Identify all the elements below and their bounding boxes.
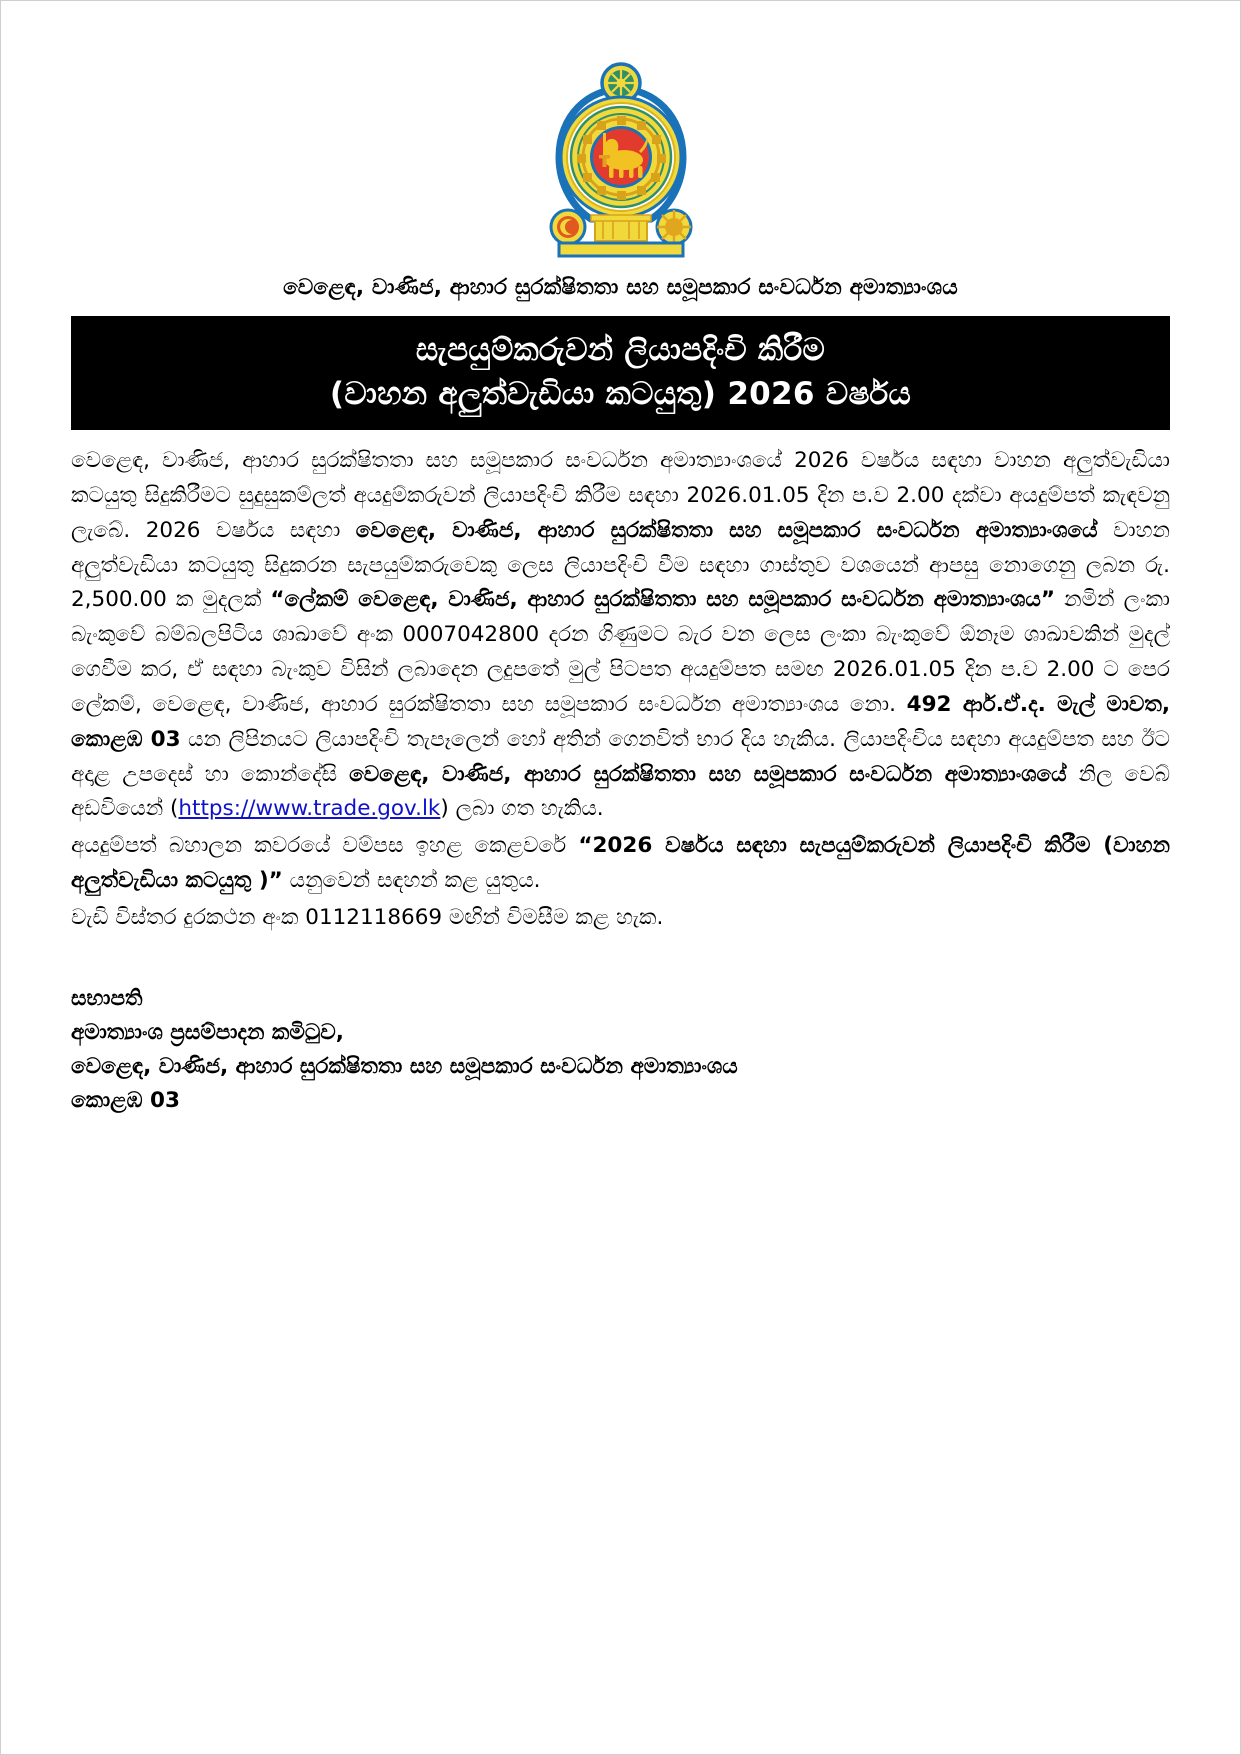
paragraph-contact xyxy=(71,901,1170,936)
para1-text-b: දින ප.ව 2.00 දක්වා අයදුම්පත් කැඳවනු ලැබේ. 2026 වර්ෂය සඳහා xyxy=(71,482,1170,543)
para1-text-a: වෙළෙඳ, වාණිජ, ආහාර සුරක්ෂිතතා සහ සමූපකාර සංවර්ධන අමාත්‍යාංශයේ 2026 වර්ෂය සඳහා වාහන අලුත්වැඩියා කටයුතු සිදුකිරීමට සුදුසුකම්ලත් අයදුම්කරුවන් ලියාපදිංචි කිරීම සඳහා xyxy=(71,448,1170,508)
para3-text-a: වැඩි විස්තර දුරකථන අංක xyxy=(71,904,306,930)
paragraph-envelope xyxy=(71,829,1170,899)
signatory-ministry: වෙළෙඳ, වාණිජ, ආහාර සුරක්ෂිතතා සහ සමූපකාර සංවර්ධන අමාත්‍යාංශය xyxy=(71,1053,738,1079)
para1-text-c: වාහන අලුත්වැඩියා කටයුතු සිදුකරන සැපයුම්කරුවෙකු ලෙස ලියාපදිංචි වීම සඳහා ගාස්තුව වශයෙන් ආපසු නොගෙනු ලබන රු. xyxy=(71,517,1170,578)
signatory-title: සභාපති xyxy=(71,985,143,1011)
ministry-name-bold-2: වෙළෙඳ, වාණිජ, ආහාර සුරක්ෂිතතා සහ සමූපකාර සංවර්ධන අමාත්‍යාංශයේ xyxy=(349,761,1067,787)
paragraph-main xyxy=(71,444,1170,827)
closing-date-1: 2026.01.05 xyxy=(686,482,810,508)
ministry-name-bold-1: වෙළෙඳ, වාණිජ, ආහාර සුරක්ෂිතතා සහ සමූපකාර සංවර්ධන අමාත්‍යාංශයේ xyxy=(355,517,1098,543)
ministry-website-link[interactable]: https://www.trade.gov.lk xyxy=(178,796,441,822)
signatory-committee: අමාත්‍යාංශ ප්‍රසම්පාදන කමිටුව, xyxy=(71,1019,344,1045)
para1-text-g: දින ප.ව 2.00 ට පෙර ලේකම්, වෙළෙඳ, වාණිජ, ආහාර සුරක්ෂිතතා සහ සමූපකාර සංවර්ධන අමාත්‍යාංශය නො. xyxy=(71,657,1170,717)
para1-text-d: ක මුදලක් xyxy=(166,587,271,613)
para1-text-e: නමින් ලංකා බැංකුවේ බම්බලපිටිය ශාඛාවේ අංක xyxy=(71,587,1170,648)
para1-text-h: යන ලිපිනයට ලියාපදිංචි තැපෑලෙන් හෝ අතින් ගෙනවිත් භාර දිය හැකිය. ලියාපදිංචිය සඳහා අයදුම්පත සහ ඊට අදාළ උපදෙස් හා කොන්දේසි xyxy=(71,726,1170,787)
registration-fee: 2,500.00 xyxy=(71,587,167,613)
bank-account-number: 0007042800 xyxy=(402,622,540,648)
signature-block xyxy=(71,982,1170,1118)
para3-text-b: මඟින් විමසීම කළ හැක. xyxy=(442,904,664,930)
closing-date-2: 2026.01.05 xyxy=(832,657,956,683)
notice-body xyxy=(71,444,1170,936)
banner-title-line-2: (වාහන අලුත්වැඩියා කටයුතු) 2026 වර්ෂය xyxy=(329,376,912,413)
para1-text-j: ) ලබා ගත හැකිය. xyxy=(440,796,604,822)
para2-text-b: යනුවෙන් සඳහන් කළ යුතුය. xyxy=(282,867,541,893)
signatory-city: කොළඹ 03 xyxy=(71,1087,180,1113)
payee-account-name: “ලේකම් වෙළෙඳ, වාණිජ, ආහාර සුරක්ෂිතතා සහ සමූපකාර සංවර්ධන අමාත්‍යාංශය” xyxy=(270,587,1055,613)
emblem-container xyxy=(71,59,1170,259)
contact-phone-number: 0112118669 xyxy=(305,904,443,930)
ministry-address: 492 ආර්.ඒ.ද. මැල් මාවත, කොළඹ 03 xyxy=(71,691,1170,752)
ministry-header: වෙළෙඳ, වාණිජ, ආහාර සුරක්ෂිතතා සහ සමූපකාර සංවර්ධන අමාත්‍යාංශය xyxy=(283,275,958,300)
banner-title-line-1: සැපයුම්කරුවන් ලියාපදිංචි කිරීම xyxy=(415,332,826,369)
para1-text-i: නිල වෙබ් අඩවියෙන් ( xyxy=(71,761,1170,822)
envelope-marking-note: “2026 වර්ෂය සඳහා සැපයුම්කරුවන් ලියාපදිංචි කිරීම (වාහන අලුත්වැඩියා කටයුතු )” xyxy=(71,833,1170,893)
para1-text-f: දරන ගිණුමට බැර වන ලෙස ලංකා බැංකුවේ ඕනෑම ශාඛාවකින් මුදල් ගෙවීම කර, ඒ සඳහා බැංකුව විසින් ලබාදෙන ලදුපතේ මුල් පිටපත අයදුම්පත සමඟ xyxy=(71,622,1170,683)
para2-text-a: අයදුම්පත් බහාලන කවරයේ වම්පස ඉහළ කෙළවරේ xyxy=(71,833,579,859)
sri-lanka-national-emblem-icon xyxy=(533,59,709,259)
title-banner xyxy=(71,316,1170,430)
